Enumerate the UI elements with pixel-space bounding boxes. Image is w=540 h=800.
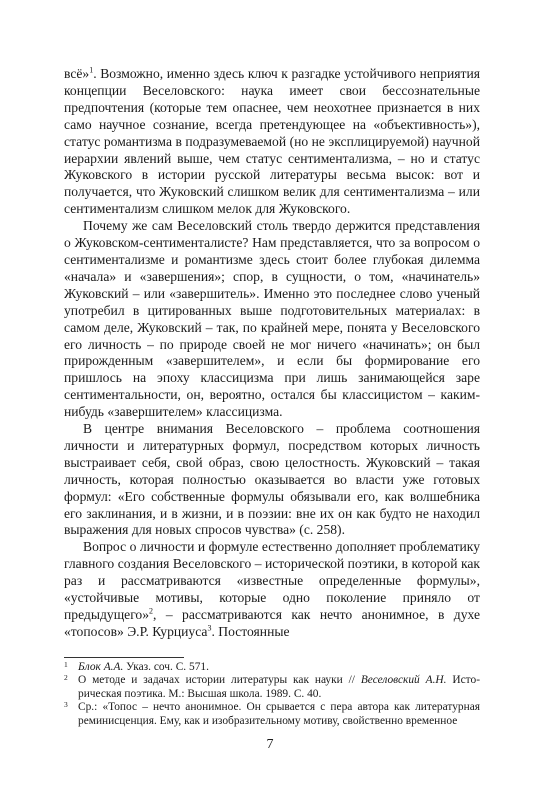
footnote-separator xyxy=(64,657,184,658)
footnote-3 xyxy=(64,701,480,728)
paragraph-3: В центре внимания Веселовского – проблема соотношения личности и литературных формул, посредством которых личность выстраивает себя, свой образ, свою целостность. Жуковский – такая личность, которая полностью оказывается во власти уже готовых формул: «Его собственные формулы обязывали его, как волшебника его заклинания, и в жизни, и в поэзии: вне их он как будто не находил выражения для новых спросов чувства» (с. 258). xyxy=(64,421,480,538)
footnote-author: Блок А.А. xyxy=(78,661,124,673)
main-text xyxy=(64,66,480,641)
paragraph-4-middle: , – рассматриваются как нечто анонимное, в духе «топосов» Э.Р. Курциуса xyxy=(64,607,480,639)
paragraph-1-start: всё» xyxy=(64,66,90,81)
footnote-2 xyxy=(64,674,480,701)
footnote-ref-1: 1 xyxy=(89,65,94,75)
paragraph-1 xyxy=(64,66,480,218)
footnote-text: Историческая поэтика. М.: Высшая школа. 1989. С. 40. xyxy=(78,674,480,700)
footnote-number: 3 xyxy=(64,700,68,710)
footnote-ref-3: 3 xyxy=(207,623,212,633)
paragraph-4-start: Вопрос о личности и формуле естественно дополняет проблематику главного создания Веселовского – исторической поэтики, в которой как раз и рассматриваются «известные определенные формулы», «устойчивые мотивы, которые одно поколение приняло от предыдущего» xyxy=(64,539,480,622)
footnote-1 xyxy=(64,661,480,674)
footnote-text: Ср.: «Топос – нечто анонимное. Он срывается с пера автора как литературная реминисценция. Ему, как и изобразительному мотиву, свойственно временное xyxy=(78,701,480,727)
footnote-number: 1 xyxy=(64,660,68,669)
footnote-number: 2 xyxy=(64,673,68,683)
paragraph-1-rest: . Возможно, именно здесь ключ к разгадке устойчивого неприятия концепции Веселовского: наука имеет свои бессознательные предпочтения (которые тем опаснее, чем неохотнее признается в них само научное сознание, всегда претендующее на «объективность»), статус романтизма в подразумеваемой (но не эксплицируемой) научной иерархии явлений выше, чем статус сентиментализма, – но и статус Жуковского в истории русской литературы весьма высок: вот и получается, что Жуковский слишком велик для сентиментализма – или сентиментализм слишком мелок для Жуковского. xyxy=(64,66,480,217)
footnote-author: Веселовский А.Н. xyxy=(360,674,447,687)
footnote-ref-2: 2 xyxy=(149,606,154,616)
paragraph-4-end: . Постоянные xyxy=(211,623,290,639)
footnote-text: О методе и задачах истории литературы как науки // xyxy=(78,674,361,687)
paragraph-4 xyxy=(64,539,480,640)
footnote-text: Указ. соч. С. 571. xyxy=(123,661,209,673)
paragraph-2: Почему же сам Веселовский столь твердо держится представления о Жуковском-сентименталисте? Нам представляется, что за вопросом о сентиментализме и романтизме здесь стоит более глубокая дилемма «начала» и «завершения»; спор, в сущности, о том, «начинатель» Жуковский – или «завершитель». Именно это последнее слово ученый употребил в цитированных выше подготовительных материалах: в самом деле, Жуковский – так, по крайней мере, понята у Веселовского его личность – по природе своей не мог ничего «начинать»; он был прирожденным «завершителем», и если бы формирование его пришлось на эпоху классицизма при лишь занимающейся заре сентиментальности, он, вероятно, остался бы классицистом – каким-нибудь «завершителем» классицизма. xyxy=(64,218,480,420)
page-number: 7 xyxy=(266,737,274,752)
footnotes xyxy=(64,661,480,728)
